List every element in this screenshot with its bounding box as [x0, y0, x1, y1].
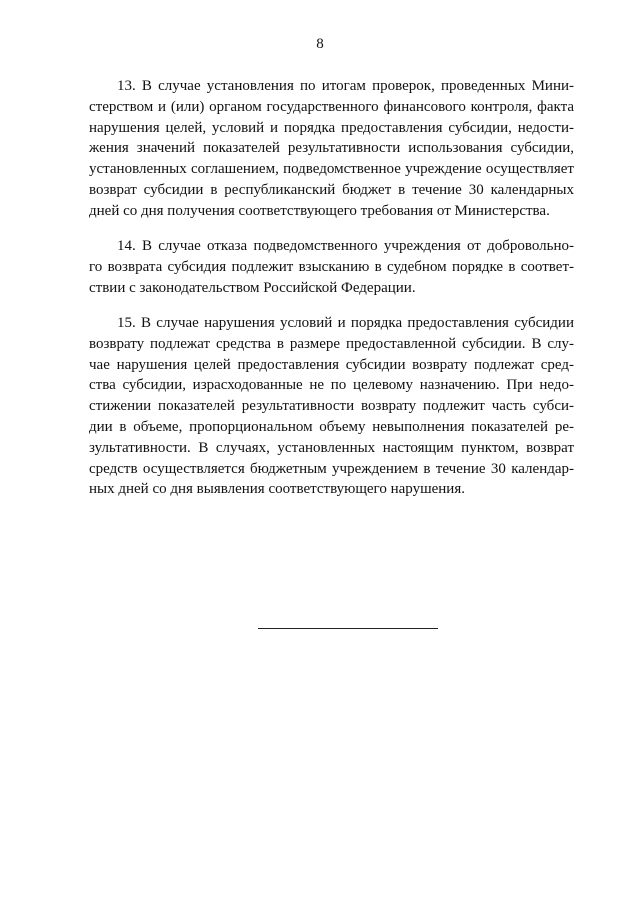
- closing-rule: [258, 628, 438, 629]
- paragraph-13: [89, 76, 574, 222]
- paragraph-line: чае нарушения целей предоставления субсидии возврату подлежат сред-: [89, 356, 574, 373]
- paragraph-line: ных дней со дня выявления соответствующего нарушения.: [89, 481, 465, 498]
- paragraph-line: ствии с законодательством Российской Федерации.: [89, 279, 416, 296]
- paragraph-14: [89, 236, 574, 298]
- paragraph-line: возврату подлежат средства в размере предоставленной субсидии. В слу-: [89, 335, 574, 352]
- paragraph-line: стерством и (или) органом государственного финансового контроля, факта: [89, 98, 574, 115]
- paragraph-line: зультативности. В случаях, установленных настоящим пунктом, возврат: [89, 439, 574, 456]
- paragraph-line: возврат субсидии в республиканский бюджет в течение 30 календарных: [89, 181, 574, 198]
- paragraph-line: средств осуществляется бюджетным учреждением в течение 30 календар-: [89, 460, 574, 477]
- paragraph-line: 14. В случае отказа подведомственного учреждения от добровольно-: [117, 238, 574, 254]
- page-number: 8: [316, 36, 324, 52]
- paragraph-line: 15. В случае нарушения условий и порядка предоставления субсидии: [117, 315, 574, 331]
- paragraph-line: дней со дня получения соответствующего требования от Министерства.: [89, 202, 550, 219]
- paragraph-line: 13. В случае установления по итогам проверок, проведенных Мини-: [117, 78, 574, 94]
- paragraph-line: дии в объеме, пропорциональном объему невыполнения показателей ре-: [89, 418, 574, 435]
- paragraph-line: стижении показателей результативности возврату подлежит часть субси-: [89, 398, 574, 415]
- paragraph-line: установленных соглашением, подведомственное учреждение осуществляет: [89, 161, 574, 178]
- paragraph-line: го возврата субсидия подлежит взысканию в судебном порядке в соответ-: [89, 258, 574, 275]
- paragraph-line: нарушения целей, условий и порядка предоставления субсидии, недости-: [89, 119, 574, 136]
- paragraph-line: ства субсидии, израсходованные не по целевому назначению. При недо-: [89, 377, 574, 394]
- paragraph-15: [89, 313, 574, 500]
- paragraph-line: жения значений показателей результативности использования субсидии,: [89, 140, 574, 157]
